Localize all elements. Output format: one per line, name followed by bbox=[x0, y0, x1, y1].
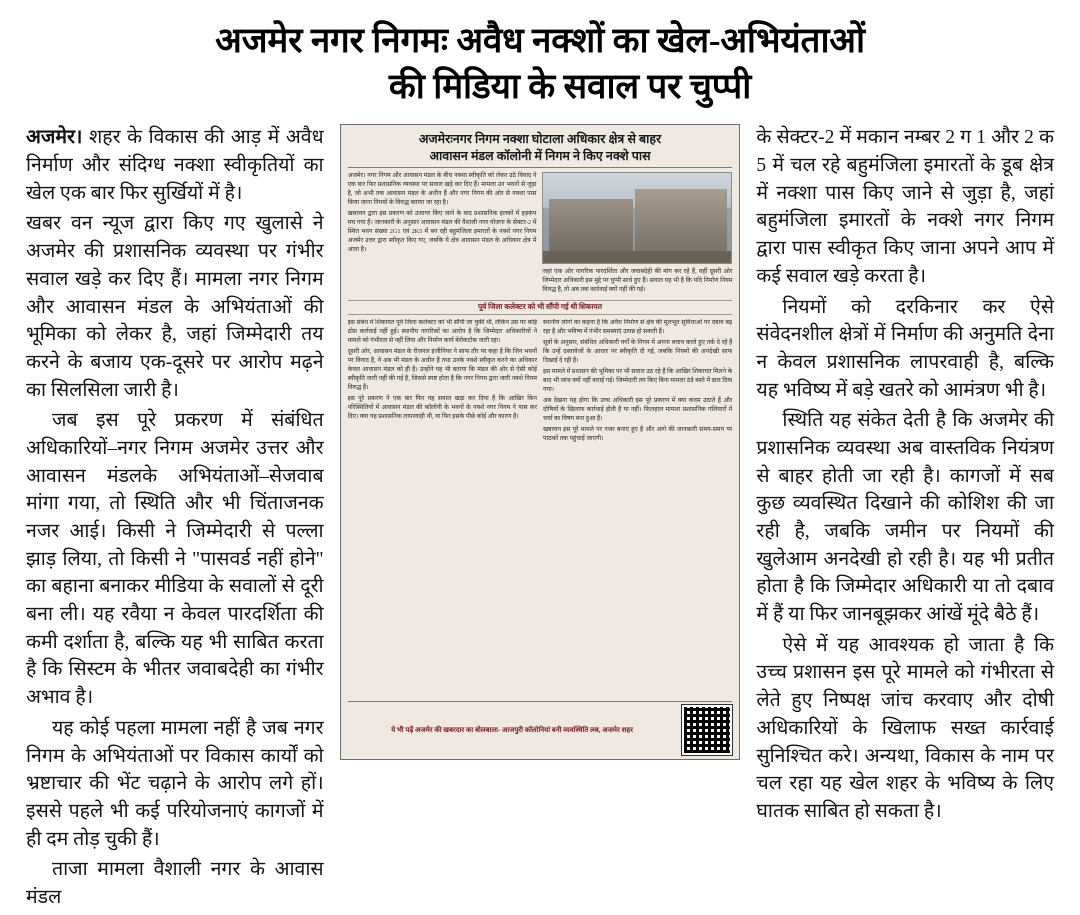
left-paragraph-1 bbox=[26, 124, 324, 207]
right-paragraph-4: ऐसे में यह आवश्यक हो जाता है कि उच्च प्रशासन इस पूरे मामले को गंभीरता से लेते हुए निष्पक्ष जांच करवाए और दोषी अधिकारियों के खिलाफ सख्त कार्रवाई सुनिश्चित करे। अन्यथा, विकास के नाम पर चल रहा यह खेल शहर के भविष्य के लिए घातक साबित हो सकता है। bbox=[756, 634, 1055, 822]
qr-code-icon bbox=[682, 705, 732, 755]
clipping-c1-p5: इस पूरे प्रकरण ने एक बार फिर यह सवाल खड़ा कर दिया है कि आखिर किन परिस्थितियों में आवासन मंडल की कॉलोनी के भवनों के नक्शे नगर निगम ने पास कर दिए। क्या यह प्रशासनिक लापरवाही थी, या फिर इसके पीछे कोई और कारण है। bbox=[347, 394, 537, 420]
clipping-column-1-top bbox=[348, 172, 537, 297]
clipping-c1-p2: खबरवन द्वारा इस प्रकरण को उजागर किए जाने के बाद प्रशासनिक हलकों में हड़कंप मच गया है। जानकारी के अनुसार आवासन मंडल की वैशाली नगर योजना के सेक्टर-2 में स्थित भवन संख्या 2G1 एवं 2K5 में बन रही बहुमंजिला इमारतों के नक्शे नगर निगम अजमेर उत्तर द्वारा स्वीकृत किए गए, जबकि ये क्षेत्र आवासन मंडल के अधिकार क्षेत्र में आता है। bbox=[347, 209, 537, 253]
clipping-column-2-bottom bbox=[543, 319, 732, 699]
right-paragraph-2: नियमों को दरकिनार कर ऐसे संवेदनशील क्षेत्रों में निर्माण की अनुमति देना न केवल प्रशासनिक लापरवाही है, बल्कि यह भविष्य में बड़े खतरे को आमंत्रण भी है। bbox=[756, 296, 1055, 401]
left-paragraph-5: ताजा मामला वैशाली नगर के आवास मंडल bbox=[26, 859, 324, 908]
right-paragraph-3: स्थिति यह संकेत देती है कि अजमेर की प्रशासनिक व्यवस्था अब वास्तविक नियंत्रण से बाहर होती जा रही है। कागजों में सब कुछ व्यवस्थित दिखाने की कोशिश की जा रही है, जबकि जमीन पर नियमों की खुलेआम अनदेखी हो रही है। यह भी प्रतीत होता है कि जिम्मेदार अधिकारी या तो दबाव में हैं या फिर जानबूझकर आंखें मूंदे बैठे हैं। bbox=[756, 410, 1055, 626]
clipping-c1-p4: दूसरी ओर, आवासन मंडल के रीजनल इंजीनियर ने साफ तौर पर कहा है कि जिन भवनों पर विवाद है, वे अब भी मंडल के अधीन हैं तथा उनके नक्शे स्वीकृत करने का अधिकार केवल आवासन मंडल को ही है। उन्होंने यह भी बताया कि मंडल की ओर से ऐसी कोई स्वीकृति जारी नहीं की गई है, जिससे स्पष्ट होता है कि नगर निगम द्वारा जारी नक्शे नियम विरुद्ध हैं। bbox=[347, 347, 537, 391]
left-paragraph-1-text: शहर के विकास की आड़ में अवैध निर्माण और संदिग्ध नक्शा स्वीकृतियों का खेल एक बार फिर सुर्खियों में है। bbox=[26, 127, 324, 204]
photo-ground bbox=[543, 251, 731, 263]
article-right-column bbox=[756, 124, 1054, 828]
page-title bbox=[40, 18, 1040, 110]
clipping-headline bbox=[348, 131, 733, 168]
clipping-c2-p2: स्थानीय लोगों का कहना है कि अवैध निर्माण से क्षेत्र की मूलभूत सुविधाओं पर दबाव बढ़ रहा है और भविष्य में गंभीर समस्याएं उत्पन्न हो सकती हैं। bbox=[543, 318, 733, 335]
clipping-headline-line-1: अजमेरःनगर निगम नक्शा घोटाला अधिकार क्षेत्र से बाहर bbox=[418, 132, 662, 147]
clipping-c1-p1: अजमेर। नगर निगम और आवासन मंडल के बीच नक्शा स्वीकृति को लेकर उठे विवाद ने एक बार फिर प्रशासनिक व्यवस्था पर सवाल खड़े कर दिए हैं। मामला उन भवनों से जुड़ा है, जो अभी तक आवासन मंडल के अधीन हैं और नगर निगम की ओर से नक्शा पास किया जाना नियमों के विरुद्ध बताया जा रहा है। bbox=[347, 171, 537, 206]
clipping-column-2-top bbox=[542, 172, 732, 297]
clipping-c2-p1: जहां एक ओर नागरिक पारदर्शिता और जवाबदेही की मांग कर रहे हैं, वहीं दूसरी ओर जिम्मेदार अधिकारी इस मुद्दे पर चुप्पी साधे हुए हैं। सवाल यह भी है कि यदि निर्माण नियम विरुद्ध है, तो अब तक कार्रवाई क्यों नहीं की गई। bbox=[542, 267, 733, 293]
clipping-column-1-bottom bbox=[348, 319, 537, 699]
clipping-c2-p5: अब देखना यह होगा कि उच्च अधिकारी इस पूरे प्रकरण में क्या कदम उठाते हैं और दोषियों के खिलाफ कार्रवाई होती है या नहीं। फिलहाल मामला प्रशासनिक गलियारों में चर्चा का विषय बना हुआ है। bbox=[543, 396, 733, 422]
clipping-headline-line-2: आवासन मंडल कॉलोनी में निगम ने किए नक्शे पास bbox=[429, 148, 651, 163]
left-paragraph-2: खबर वन न्यूज द्वारा किए गए खुलासे ने अजमेर की प्रशासनिक व्यवस्था पर गंभीर सवाल खड़े कर दिए हैं। मामला नगर निगम और आवासन मंडल के अभियंताओं की भूमिका को लेकर है, जहां जिम्मेदारी तय करने के बजाय एक-दूसरे पर आरोप मढ़ने का सिलसिला जारी है। bbox=[26, 213, 324, 401]
left-paragraph-3: जब इस पूरे प्रकरण में संबंधित अधिकारियों–नगर निगम अजमेर उत्तर और आवासन मंडलके अभियंताओं–सेजवाब मांगा गया, तो स्थिति और भी चिंताजनक नजर आई। किसी ने जिम्मेदारी से पल्ला झाड़ लिया, तो किसी ने "पासवर्ड नहीं होने" का बहाना बनाकर मीडिया के सवालों से दूरी बना ली। यह रवैया न केवल पारदर्शिता की कमी दर्शाता है, बल्कि यह भी साबित करता है कि सिस्टम के भीतर जवाबदेही का गंभीर अभाव है। bbox=[26, 410, 324, 709]
construction-photo bbox=[542, 172, 732, 264]
clipping-top-body bbox=[348, 172, 733, 297]
clipping-inner bbox=[341, 125, 740, 759]
article-left-column bbox=[26, 124, 324, 914]
clipping-c1-p3: इस संबंध में शिकायत पूर्व जिला कलेक्टर को भी सौंपी जा चुकी थी, लेकिन उस पर कोई ठोस कार्रवाई नहीं हुई। स्थानीय नागरिकों का आरोप है कि जिम्मेदार अधिकारियों ने मामले को गंभीरता से नहीं लिया और निर्माण कार्य बेरोकटोक जारी रहा। bbox=[347, 318, 537, 344]
left-paragraph-4: यह कोई पहला मामला नहीं है जब नगर निगम के अभियंताओं पर विकास कार्यों को भ्रष्टाचार की भेंट चढ़ाने के आरोप लगे हों। इससे पहले भी कई परियोजनाएं कागजों में ही दम तोड़ चुकी हैं। bbox=[26, 717, 324, 850]
clipping-c2-p3: सूत्रों के अनुसार, संबंधित अधिकारी वर्गों के निगम में अपना बचाव करते हुए तर्क दे रहे हैं कि उन्हें दस्तावेजों के आधार पर स्वीकृति दी गई, जबकि नियमों की अनदेखी साफ दिखाई दे रही है। bbox=[543, 338, 733, 364]
headline-line-2: की मिडिया के सवाल पर चुप्पी bbox=[388, 67, 752, 107]
article-columns bbox=[26, 124, 1054, 914]
clipping-image bbox=[340, 124, 741, 760]
clipping-c2-p6: खबरवन इस पूरे मामले पर नजर बनाए हुए है और आगे की जानकारी समय-समय पर पाठकों तक पहुंचाई जाएगी। bbox=[543, 425, 733, 442]
clipping-c2-p4: इस मामले में प्रशासन की भूमिका पर भी सवाल उठ रहे हैं कि आखिर शिकायत मिलने के बाद भी जांच क्यों नहीं कराई गई। जिम्मेदारी तय किए बिना मामला ठंडे बस्ते में डाल दिया गया। bbox=[543, 367, 733, 393]
dateline: अजमेर। bbox=[26, 127, 83, 149]
clipping-lower-body bbox=[348, 319, 733, 699]
clipping-subhead: पूर्व जिला कलेक्टर को भी सौंपी गई थी शिकायत bbox=[348, 300, 733, 315]
clipping-footer-text: ये भी पढ़ें अजमेर की खबरदार का बोलबाला- आजपुरी कॉलोनियां बनी व्यवस्थिति लब, अजमेर शहर bbox=[391, 725, 633, 734]
headline-line-1: अजमेर नगर निगमः अवैध नक्शों का खेल-अभियंताओं bbox=[215, 21, 865, 60]
clipping-footer bbox=[348, 701, 733, 755]
right-paragraph-1: के सेक्टर-2 में मकान नम्बर 2 ग 1 और 2 क 5 में चल रहे बहुमंजिला इमारतों के डूब क्षेत्र में नक्शा पास किए जाने से जुड़ा है, जहां बहुमंजिला इमारतों के नक्शे नगर निगम द्वारा पास स्वीकृत किए जाना अपने आप में कई सवाल खड़े करता है। bbox=[756, 127, 1055, 287]
